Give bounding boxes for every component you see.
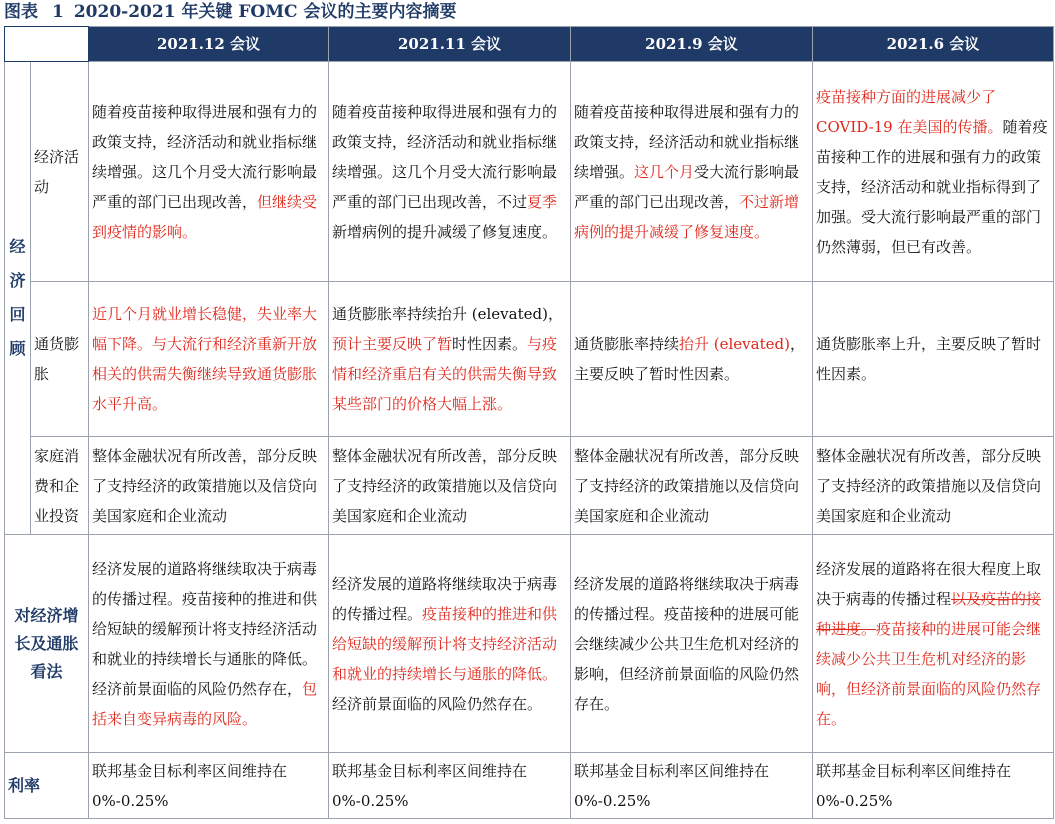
group-label-econ: 经济回顾 [5,62,31,535]
fomc-summary-table [4,26,1054,819]
table-cell [329,62,571,282]
row-label-inflation: 通货膨胀 [31,282,89,437]
highlighted-text: 但继续受到疫情的影响。 [92,192,318,241]
cell-text: 时性因素。 [452,335,528,353]
figure-label: 图表 [4,2,38,22]
table-cell [329,535,571,753]
figure-caption: 2020-2021 年关键 FOMC 会议的主要内容摘要 [73,2,457,22]
cell-text: 随着疫苗接种工作的进展和强有力的政策支持，经济活动和就业指标得到了加强。受大流行影响最严重的部门仍然薄弱，但已有改善。 [816,117,1048,256]
highlighted-text: 夏季 [527,192,558,211]
table-cell [329,282,571,437]
highlighted-text: 不过新增病例的提升减缓了修复速度。 [574,192,800,241]
group-label-outlook: 对经济增长及通胀看法 [5,535,89,753]
highlighted-text: 疫苗接种方面的进展减少了 COVID-19 在美国的传播。 [816,87,1003,136]
cell-text: 通货膨胀率持续抬升 (elevated)， [332,305,563,323]
cell-text: 经济发展的道路将继续取决于病毒的传播过程。疫苗接种的推进和供给短缺的缓解预计将支持经济活动和就业的持续增长与通胀的降低。经济前景面临的风险仍然存在， [92,559,318,698]
table-cell [813,62,1054,282]
table-cell [571,62,813,282]
header-corner [5,27,89,62]
cell-text: 整体金融状况有所改善，部分反映了支持经济的政策措施以及信贷向美国家庭和企业流动 [816,446,1042,525]
table-cell [571,535,813,753]
table-cell [571,437,813,535]
cell-text: 通货膨胀率上升，主要反映了暂时性因素。 [816,335,1042,383]
column-header: 2021.12 会议 [89,27,329,62]
column-header: 2021.9 会议 [571,27,813,62]
table-row [5,282,1054,437]
cell-text: 整体金融状况有所改善，部分反映了支持经济的政策措施以及信贷向美国家庭和企业流动 [92,446,318,525]
cell-text: 联邦基金目标利率区间维持在 0%-0.25% [816,761,1012,810]
cell-text: ，主要反映了暂时性因素。 [574,335,805,383]
highlighted-text: 这几个月 [634,162,695,181]
row-label-activity: 经济活动 [31,62,89,282]
table-cell [571,753,813,819]
figure-title [0,0,457,26]
column-header: 2021.11 会议 [329,27,571,62]
cell-text: 整体金融状况有所改善，部分反映了支持经济的政策措施以及信贷向美国家庭和企业流动 [574,446,800,525]
cell-text: 随着疫苗接种取得进展和强有力的政策支持，经济活动和就业指标继续增强。这几个月受大流行影响最严重的部门已出现改善， [92,102,318,211]
cell-text: 受大流行影响最严重的部门已出现改善， [574,162,800,211]
table-row [5,437,1054,535]
table-cell [89,437,329,535]
table-cell [813,753,1054,819]
cell-text: 经济发展的道路将继续取决于病毒的传播过程。疫苗接种的进展可能会继续减少公共卫生危机对经济的影响，但经济前景面临的风险仍然存在。 [574,574,800,713]
cell-text: 经济发展的道路将在很大程度上取决于病毒的传播过程 [816,559,1042,608]
highlighted-text: 疫苗接种的进展可能会继续减少公共卫生危机对经济的影响，但经济前景面临的风险仍然存在。 [816,619,1042,728]
highlighted-text: 包括来自变异病毒的风险。 [92,679,318,728]
highlighted-text: 预计主要反映了暂 [332,335,453,353]
row-label-household: 家庭消费和企业投资 [31,437,89,535]
table-cell [89,282,329,437]
table-row [5,535,1054,753]
highlighted-text: 疫苗接种的推进和供给短缺的缓解预计将支持经济活动和就业的持续增长与通胀的降低。 [332,604,558,683]
table-cell [89,62,329,282]
table-row [5,62,1054,282]
table-cell [329,437,571,535]
column-header: 2021.6 会议 [813,27,1054,62]
figure-number: 1 [52,2,64,22]
cell-text: 通货膨胀率持续 [574,335,680,353]
table-cell [329,753,571,819]
table-cell [89,753,329,819]
group-label-rate: 利率 [5,753,89,819]
cell-text: 联邦基金目标利率区间维持在 0%-0.25% [92,761,288,810]
highlighted-text: 近几个月就业增长稳健，失业率大幅下降。与大流行和经济重新开放相关的供需失衡继续导致通货膨胀水平升高。 [92,305,318,413]
table-cell [813,437,1054,535]
header-row [5,27,1054,62]
table-row [5,753,1054,819]
table-cell [89,535,329,753]
cell-text: 整体金融状况有所改善，部分反映了支持经济的政策措施以及信贷向美国家庭和企业流动 [332,446,558,525]
table-cell [813,282,1054,437]
cell-text: 经济发展的道路将继续取决于病毒的传播过程。 [332,574,558,623]
cell-text: 经济前景面临的风险仍然存在。 [332,694,543,713]
highlighted-text: 抬升 (elevated) [679,335,790,353]
cell-text: 随着疫苗接种取得进展和强有力的政策支持，经济活动和就业指标继续增强。 [574,102,800,181]
cell-text: 联邦基金目标利率区间维持在 0%-0.25% [574,761,770,810]
cell-text: 联邦基金目标利率区间维持在 0%-0.25% [332,761,528,810]
table-cell [813,535,1054,753]
cell-text: 随着疫苗接种取得进展和强有力的政策支持，经济活动和就业指标继续增强。这几个月受大流行影响最严重的部门已出现改善，不过 [332,102,558,211]
highlighted-text: 与疫情和经济重启有关的供需失衡导致某些部门的价格大幅上涨。 [332,335,558,413]
cell-text: 新增病例的提升减缓了修复速度。 [332,222,558,241]
highlighted-text: 以及疫苗的接种进度。 [816,589,1042,638]
table-cell [571,282,813,437]
